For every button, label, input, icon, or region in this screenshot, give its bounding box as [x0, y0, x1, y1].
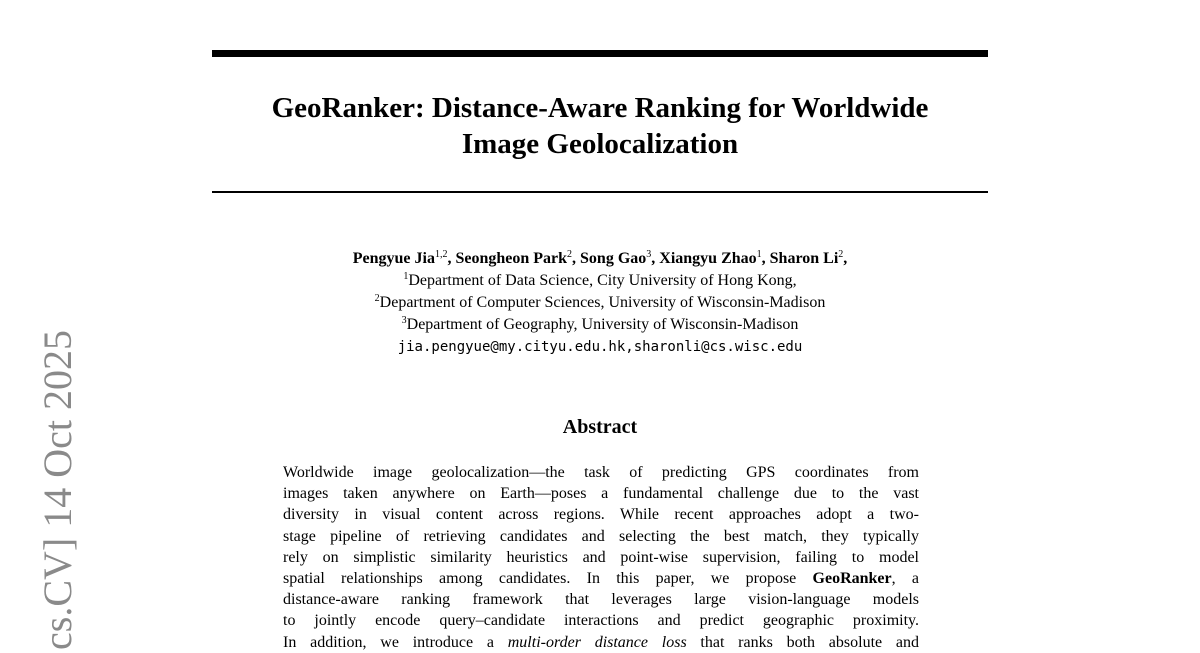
abstract-line: images taken anywhere on Earth—poses a fundamental challenge due to the vast: [283, 485, 919, 503]
abstract-body: [283, 462, 919, 653]
abstract-line: rely on simplistic similarity heuristics and point-wise supervision, failing to model: [283, 548, 919, 566]
abstract-line: distance-aware ranking framework that leverages large vision-language models: [283, 591, 919, 609]
affiliation-text: Department of Computer Sciences, University of Wisconsin-Madison: [379, 294, 826, 311]
abstract-line: spatial relationships among candidates. In this paper, we propose GeoRanker, a: [283, 570, 919, 588]
author-affil-mark: 2: [567, 249, 573, 260]
author-name: Xiangyu Zhao: [659, 250, 757, 267]
abstract-line: diversity in visual content across regions. While recent approaches adopt a two-: [283, 506, 919, 524]
paper-title: [200, 90, 1000, 162]
affiliation-text: Department of Geography, University of Wisconsin-Madison: [406, 316, 799, 333]
author-block: [200, 248, 1000, 358]
loss-name: multi-order distance loss: [507, 633, 687, 651]
author-affil-mark: 2: [838, 249, 844, 260]
affiliation-number: 3: [401, 315, 407, 326]
author-list: Pengyue Jia$^{1,2}$, Seongheon Park$^2$, Song Gao$^3$, Xiangyu Zhao$^1$, Sharon Li$^2$,: [352, 249, 848, 267]
affiliation-number: 2: [374, 293, 380, 304]
affiliation: [200, 270, 1000, 292]
title-line-2: Image Geolocalization: [461, 128, 739, 160]
author-name: Pengyue Jia: [352, 250, 435, 267]
method-name: GeoRanker: [812, 570, 892, 588]
abstract-line: Worldwide image geolocalization—the task of predicting GPS coordinates from: [283, 464, 919, 481]
abstract-line: to jointly encode query–candidate interactions and predict geographic proximity.: [283, 612, 919, 630]
author-emails: jia.pengyue@my.cityu.edu.hk,sharonli@cs.wisc.edu: [397, 339, 803, 355]
abstract-heading: Abstract: [562, 416, 638, 438]
arxiv-identifier-stamp: cs.CV] 14 Oct 2025: [35, 330, 80, 650]
top-rule: [212, 50, 988, 57]
affiliation: [200, 314, 1000, 336]
author-affil-mark: 1: [756, 249, 762, 260]
title-line-1: GeoRanker: Distance-Aware Ranking for Worldwide: [271, 92, 929, 124]
affiliation-number: 1: [403, 271, 409, 282]
author-affil-mark: 3: [646, 249, 652, 260]
author-name: Sharon Li: [769, 250, 839, 267]
abstract-line: stage pipeline of retrieving candidates and selecting the best match, they typically: [283, 527, 919, 545]
affiliation-text: Department of Data Science, City University of Hong Kong,: [408, 272, 797, 289]
abstract-line: In addition, we introduce a multi-order distance loss that ranks both absolute and: [283, 633, 919, 651]
author-name: Seongheon Park: [455, 250, 568, 267]
author-name: Song Gao: [580, 250, 647, 267]
title-bottom-rule: [212, 191, 988, 193]
author-affil-mark: 1,2: [434, 249, 448, 260]
affiliation: [200, 292, 1000, 314]
